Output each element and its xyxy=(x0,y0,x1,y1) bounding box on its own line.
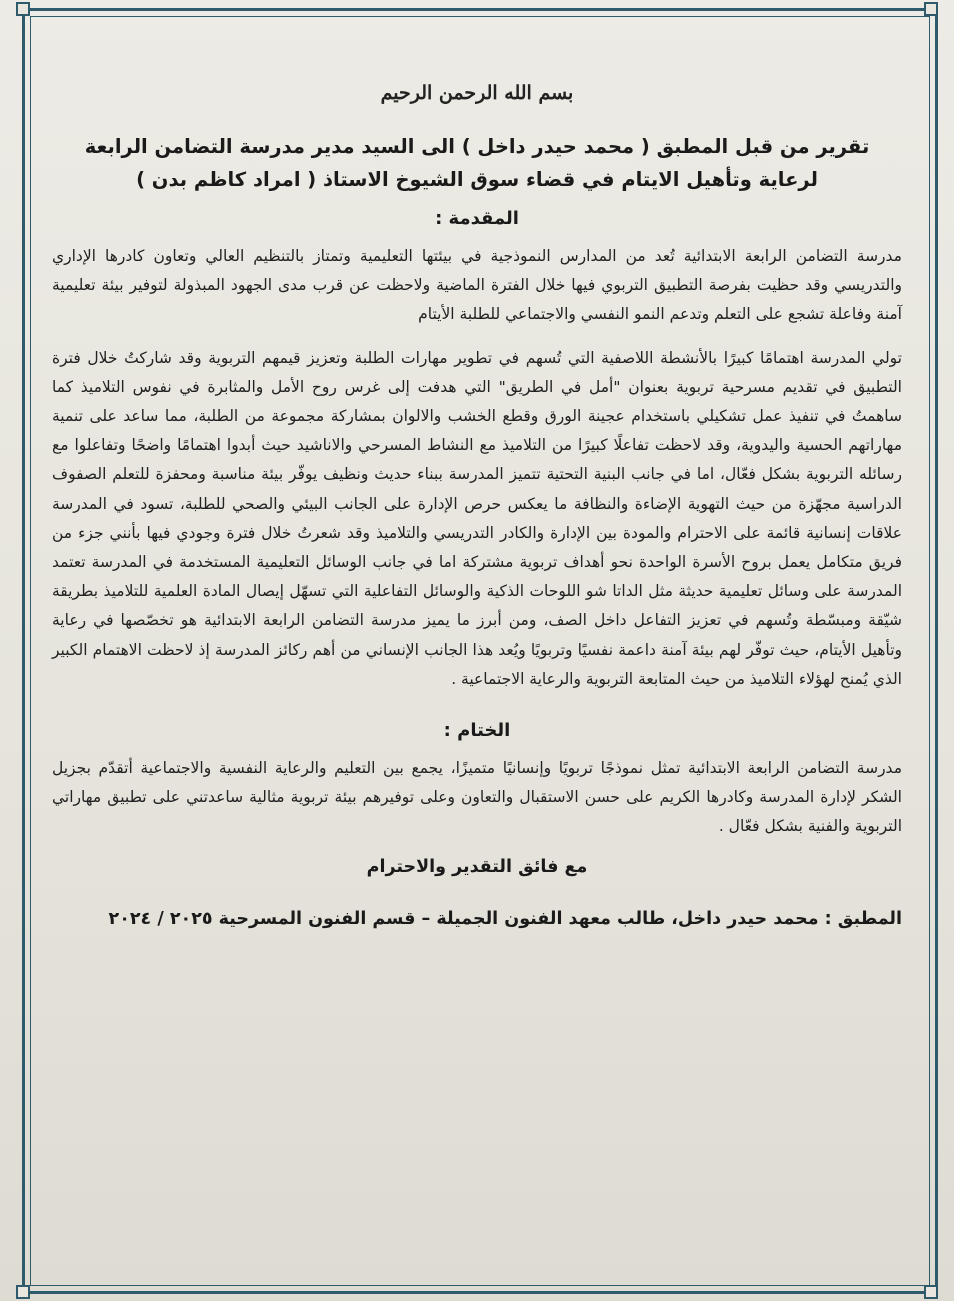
intro-heading: المقدمة : xyxy=(435,208,519,229)
border-corner-ornament xyxy=(924,2,938,16)
closing-heading: الختام : xyxy=(443,720,511,742)
closing-paragraph: مدرسة التضامن الرابعة الابتدائية تمثل نموذجًا تربويًا وإنسانيًا متميزًا، يجمع بين التعليم والرعاية النفسية والاجتماعية أتقدّم بجزيل الشكر لإدارة المدرسة وكادرها الكريم على حسن الاستقبال والتعاون وعلى توفيرهم بيئة تربوية مثالية ساعدتني على تطبيق مهاراتي التربوية والفنية بشكل فعّال . xyxy=(52,759,902,836)
border-corner-ornament xyxy=(16,1285,30,1299)
border-corner-ornament xyxy=(16,2,30,16)
document-body xyxy=(52,70,902,1240)
basmala: بسم الله الرحمن الرحيم xyxy=(380,82,574,104)
report-title: تقرير من قبل المطبق ( محمد حيدر داخل ) الى السيد مدير مدرسة التضامن الرابعة لرعاية وتأهيل الايتام في قضاء سوق الشيوخ الاستاذ ( امراد كاظم بدن ) xyxy=(84,135,870,191)
intro-paragraph: مدرسة التضامن الرابعة الابتدائية تُعد من المدارس النموذجية في بيئتها التعليمية وتمتاز بالتنظيم العالي وتعاون كادرها الإداري والتدريسي وقد حظيت بفرصة التطبيق التربوي فيها خلال الفترة الماضية ولاحظت عن قرب مدى الجهود المبذولة لتوفير بيئة تعليمية آمنة وفاعلة تشجع على التعلم وتدعم النمو النفسي والاجتماعي للطلبة الأيتام xyxy=(52,247,902,324)
body-paragraph: تولي المدرسة اهتمامًا كبيرًا بالأنشطة اللاصفية التي تُسهم في تطوير مهارات الطلبة وتعزيز قيمهم التربوية وقد شاركتُ خلال فترة التطبيق في تقديم مسرحية تربوية بعنوان "أمل في الطريق" التي هدفت إلى غرس روح الأمل والمثابرة في نفوس التلاميذ كما ساهمتُ في تنفيذ عمل تشكيلي باستخدام عجينة الورق وقطع الخشب والالوان بمشاركة مجموعة من الطلبة، مما ساعد على تنمية مهاراتهم الحسية واليدوية، وقد لاحظت تفاعلًا كبيرًا من التلاميذ مع النشاط المسرحي والاناشيد حيث أبدوا اهتمامًا واضحًا وتفاعلوا مع رسائله التربوية بشكل فعّال، اما في جانب البنية التحتية تتميز المدرسة ببناء حديث ونظيف يوفّر بيئة مناسبة ومحفزة للتعلم الصفوف الدراسية مجهّزة من حيث التهوية الإضاءة والنظافة ما يعكس حرص الإدارة على الجانب البيئي والصحي للطلبة، تسود في المدرسة علاقات إنسانية قائمة على الاحترام والمودة بين الإدارة والكادر التدريسي والتلاميذ وقد شعرتُ خلال فترة وجودي فيها بأنني جزء من فريق متكامل يعمل بروح الأسرة الواحدة نحو أهداف تربوية مشتركة اما في جانب الوسائل التعليمية المستخدمة في المدرسة تعتمد المدرسة على وسائل تعليمية حديثة مثل الداتا شو اللوحات الذكية والوسائل التفاعلية التي تسهّل إيصال المادة العلمية للتلاميذ بطريقة شيّقة ومبسّطة وتُسهم في تعزيز التفاعل داخل الصف، ومن أبرز ما يميز مدرسة التضامن الرابعة الابتدائية هو تخصّصها في رعاية وتأهيل الأيتام، حيث توفّر لهم بيئة آمنة داعمة نفسيًا وتربويًا ويُعد هذا الجانب الإنساني من أهم ركائز المدرسة إذ لاحظت الاهتمام الكبير الذي يُمنح لهؤلاء التلاميذ من حيث المتابعة التربوية والرعاية الاجتماعية . xyxy=(52,348,902,688)
regards-line: مع فائق التقدير والاحترام xyxy=(366,856,588,877)
border-corner-ornament xyxy=(924,1285,938,1299)
signature-line: المطبق : محمد حيدر داخل، طالب معهد الفنون الجميلة – قسم الفنون المسرحية ٢٠٢٥ / ٢٠٢٤ xyxy=(108,908,902,929)
